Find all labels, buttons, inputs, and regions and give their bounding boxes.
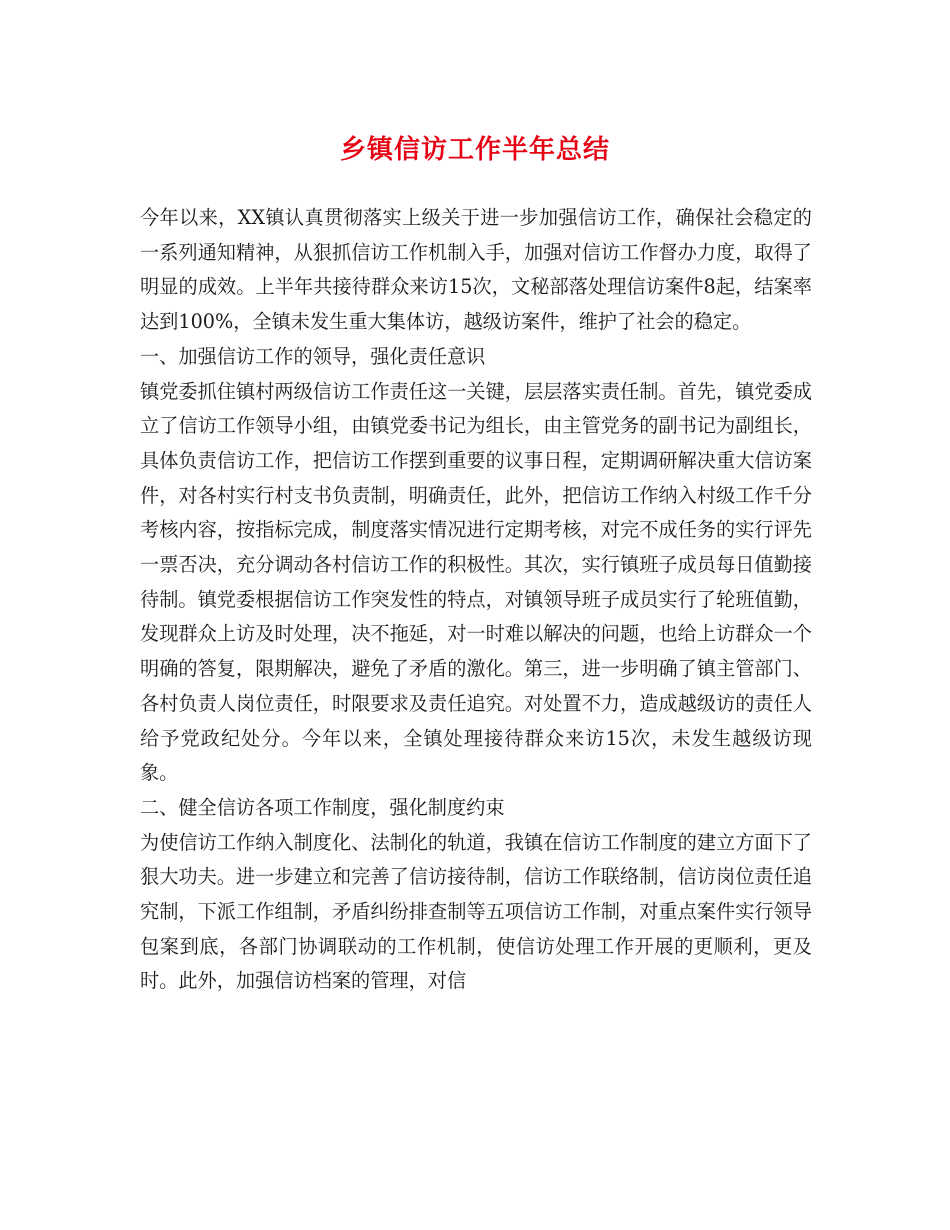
section-2-heading: 二、健全信访各项工作制度，强化制度约束 [140,795,505,819]
document-title: 乡镇信访工作半年总结 [339,135,610,165]
section-2-paragraph: 为使信访工作纳入制度化、法制化的轨道，我镇在信访工作制度的建立方面下了狠大功夫。进一步建立和完善了信访接待制，信访工作联络制，信访岗位责任追究制，下派工作组制，矛盾纠纷排查制等五项信访工作制，对重点案件实行领导包案到底，各部门协调联动的工作机制，使信访处理工作开展的更顺利，更及时。此外，加强信访档案的管理，对信 [140,830,812,993]
document-body [140,201,812,999]
section-1-heading: 一、加强信访工作的领导，强化责任意识 [140,344,486,368]
intro-paragraph: 今年以来，XX镇认真贯彻落实上级关于进一步加强信访工作，确保社会稳定的一系列通知精神，从狠抓信访工作机制入手，加强对信访工作督办力度，取得了明显的成效。上半年共接待群众来访15次，文秘部落处理信访案件8起，结案率达到100%，全镇未发生重大集体访，越级访案件，维护了社会的稳定。 [140,206,812,334]
section-1-paragraph: 镇党委抓住镇村两级信访工作责任这一关键，层层落实责任制。首先，镇党委成立了信访工作领导小组，由镇党委书记为组长，由主管党务的副书记为副组长，具体负责信访工作，把信访工作摆到重要的议事日程，定期调研解决重大信访案件，对各村实行村支书负责制，明确责任，此外，把信访工作纳入村级工作千分考核内容，按指标完成，制度落实情况进行定期考核，对完不成任务的实行评先一票否决，充分调动各村信访工作的积极性。其次，实行镇班子成员每日值勤接待制。镇党委根据信访工作突发性的特点，对镇领导班子成员实行了轮班值勤，发现群众上访及时处理，决不拖延，对一时难以解决的问题，也给上访群众一个明确的答复，限期解决，避免了矛盾的激化。第三，进一步明确了镇主管部门、各村负责人岗位责任，时限要求及责任追究。对处置不力，造成越级访的责任人给予党政纪处分。今年以来，全镇处理接待群众来访15次，未发生越级访现象。 [140,379,812,785]
